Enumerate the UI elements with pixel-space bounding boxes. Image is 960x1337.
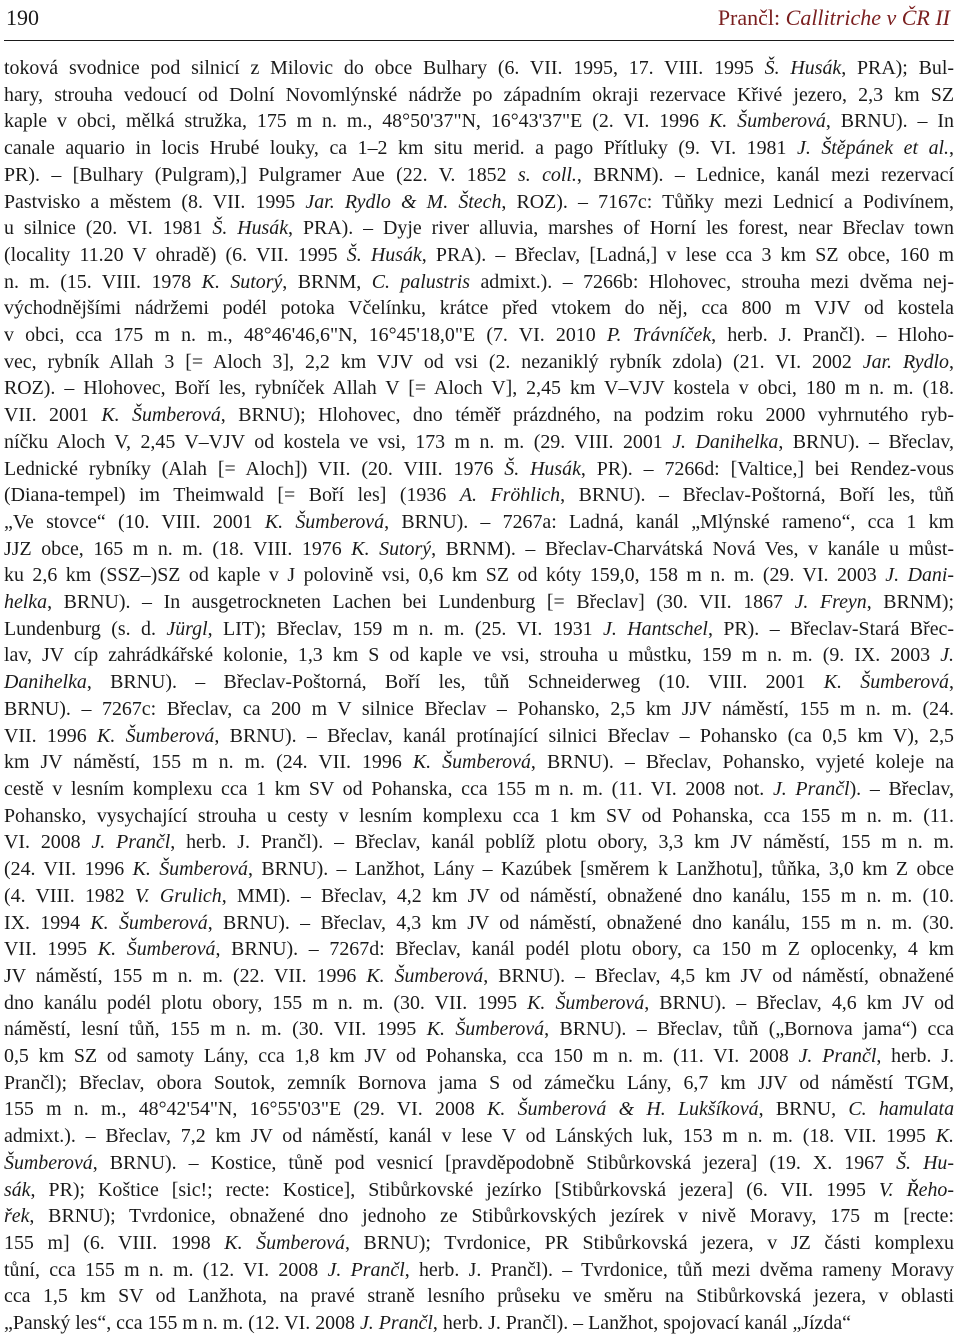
text-segment: Prančl); Břeclav, obora Soutok, zemník Bornova jama S od zámečku Lány, 6,7 km JJV od náměstí TGM, (4, 1071, 954, 1094)
text-segment: VII. 1995 (4, 938, 98, 961)
text-segment: tůní, cca 155 m n. m. (12. VI. 2008 (4, 1258, 328, 1281)
text-line (4, 1070, 954, 1097)
text-line (4, 429, 954, 456)
text-line (4, 269, 954, 296)
italic-segment: K. Sutorý (351, 537, 432, 560)
text-line (4, 162, 954, 189)
text-segment: , BRNU); Tvrdonice, obnažené dno jednoho ze Stibůrkovských jezírek v nivě Moravy, 175 m [recte: (29, 1205, 954, 1228)
text-segment: km JV náměstí, 155 m n. m. (24. VII. 1996 (4, 751, 413, 774)
text-line (4, 1150, 954, 1177)
text-line (4, 696, 954, 723)
text-line (4, 1230, 954, 1257)
text-segment: , BRNU). – 7267a: Ladná, kanál „Mlýnské rameno“, cca 1 km (384, 510, 954, 533)
text-segment: toková svodnice pod silnicí z Milovic do obce Bulhary (6. VII. 1995, 17. VIII. 1995 (4, 57, 765, 79)
page-header (4, 0, 954, 41)
text-segment: Pastvisko a městem (8. VII. 1995 (4, 190, 306, 213)
text-segment: , BRNU). – Břeclav, (778, 430, 954, 453)
italic-segment: K. Šumberová (527, 991, 645, 1014)
italic-segment: Š. Husák (346, 243, 422, 266)
text-line (4, 669, 954, 696)
text-segment: (locality 11.20 V ohradě) (6. VII. 1995 (4, 243, 347, 266)
text-segment: ROZ). – Hlohovec, Boří les, rybníček Allah V [= Aloch V], 2,45 km V–VJV kostela v obci, 180 m n. m. (18. (4, 377, 954, 400)
text-segment: VII. 1996 (4, 724, 98, 747)
text-line (4, 589, 954, 616)
text-line (4, 536, 954, 563)
text-segment: , BRNU). – Břeclav, 4,3 km JV od náměstí, obnažené dno kanálu, 155 m n. m. (30. (207, 911, 954, 934)
italic-segment: K. Šumberová (101, 404, 221, 427)
italic-segment: řek (4, 1205, 30, 1228)
text-line (4, 562, 954, 589)
text-line (4, 1257, 954, 1284)
text-line (4, 1310, 954, 1337)
text-line (4, 1096, 954, 1123)
text-line (4, 1123, 954, 1150)
text-line (4, 242, 954, 269)
text-segment: , (949, 137, 954, 160)
italic-segment: K. Šumberová (708, 110, 826, 133)
text-segment: , BRNU). – 7267d: Břeclav, kanál podél plotu obory, ca 150 m Z oplocenky, 4 km (215, 938, 954, 961)
text-segment: , BRNU). – Břeclav, Pohansko, vyjeté koleje na (530, 751, 954, 774)
text-segment: ku 2,6 km (SSZ–)SZ od kaple v J polovině vsi, 0,6 km SZ od kóty 159,0, 158 m n. m. (29. VI. 2003 (4, 564, 886, 587)
text-line (4, 883, 954, 910)
text-line (4, 642, 954, 669)
text-segment: , BRNU). – In (825, 110, 955, 133)
text-segment: , BRNU). – Břeclav, kanál protínající silnici Břeclav – Pohansko (ca 0,5 km V), 2,5 (214, 724, 954, 747)
text-segment: , PR). – 7266d: [Valtice,] bei Rendez-vous (580, 457, 955, 480)
text-segment: náměstí, lesní tůň, 155 m n. m. (30. VII. 1995 (4, 1018, 427, 1041)
italic-segment: J. Štěpánek et al. (796, 137, 950, 160)
italic-segment: J. Prančl (798, 1045, 877, 1068)
text-line (4, 402, 954, 429)
italic-segment: s. coll. (517, 163, 577, 186)
italic-segment: sák (4, 1178, 31, 1201)
italic-segment: K. Šumberová (426, 1018, 545, 1041)
text-segment: , herb. J. Prančl). – Tvrdonice, tůň mezi dvěma rameny Moravy (404, 1258, 954, 1281)
italic-segment: J. Prančl (91, 831, 171, 854)
text-line (4, 456, 954, 483)
italic-segment: K. Šumberová (823, 671, 949, 694)
italic-segment: J. Prančl (772, 777, 850, 800)
text-segment: (24. VII. 1996 (4, 858, 133, 881)
text-segment: JV náměstí, 155 m n. m. (22. VII. 1996 (4, 964, 367, 987)
text-segment: v obci, cca 175 m n. m., 48°46'46,6"N, 16°45'18,0"E (7. VI. 2010 (4, 324, 607, 347)
italic-segment: J. Danihelka (672, 430, 779, 453)
italic-segment: J. Prančl (359, 1312, 433, 1335)
text-segment: „Panský les“, cca 155 m n. m. (12. VI. 2008 (4, 1312, 360, 1335)
text-line (4, 910, 954, 937)
text-segment: , BRNU). – Břeclav, tůň („Bornova jama“) cca (544, 1018, 955, 1041)
italic-segment: Šumberová (4, 1151, 93, 1174)
italic-segment: K. (935, 1125, 954, 1148)
text-segment: PR). – [Bulhary (Pulgram),] Pulgramer Aue (22. V. 1852 (4, 163, 518, 186)
italic-segment: J. Prančl (327, 1258, 405, 1281)
text-line (4, 1203, 954, 1230)
text-segment: 0,5 km SZ od samoty Lány, cca 1,8 km JV od Pohanska, cca 150 m n. m. (11. VI. 2008 (4, 1045, 799, 1068)
text-segment: , herb. J. Prančl). – Hloho- (711, 324, 954, 347)
text-segment: canale aquario in locis Hrubé louky, ca 1–2 km situ merid. a pago Přítluky (9. VI. 1981 (4, 137, 797, 160)
text-line (4, 82, 954, 109)
text-segment: BRNU). – 7267c: Břeclav, ca 200 m V silnice Břeclav – Pohansko, 2,5 km JJV náměstí, 155 m n. m. (24. (4, 697, 954, 720)
text-segment: , BRNM); (866, 591, 954, 614)
text-segment: , ROZ). – 7167c: Tůňky mezi Lednicí a Podivínem, (501, 190, 955, 213)
text-segment: Lundenburg (s. d. (4, 617, 167, 640)
italic-segment: K. Šumberová (366, 964, 484, 987)
text-segment: , BRNU). – Kostice, tůně pod vesnicí [pravděpodobně Stibůrkovská jezera] (19. X. 1967 (92, 1151, 897, 1174)
text-segment: n. m. (15. VIII. 1978 (4, 270, 202, 293)
text-line (4, 776, 954, 803)
text-line (4, 135, 954, 162)
italic-segment: V. Řeho- (878, 1178, 954, 1201)
text-segment: , BRNU, (758, 1098, 849, 1121)
text-segment: hary, strouha vedoucí od Dolní Novomlýnské nádrže po západním okraji rezervace Křivé jezero, 2,3 km SZ (4, 83, 954, 106)
running-head (718, 5, 950, 31)
text-segment: níčku Aloch V, 2,45 V–VJV od kostela ve vsi, 173 m n. m. (29. VIII. 2001 (4, 430, 673, 453)
italic-segment: K. Šumberová (412, 751, 531, 774)
text-segment: (Diana-tempel) im Theimwald [= Boří les] (1936 (4, 484, 460, 507)
text-line (4, 1177, 954, 1204)
text-line (4, 616, 954, 643)
italic-segment: Jar. Rydlo (862, 350, 950, 373)
text-segment: „Ve stovce“ (10. VIII. 2001 (4, 510, 265, 533)
text-line (4, 723, 954, 750)
text-segment: , BRNM). – Břeclav-Charvátská Nová Ves, v kanále u můst- (431, 537, 954, 560)
text-line (4, 189, 954, 216)
italic-segment: Š. Husák (504, 457, 581, 480)
text-segment: , MMI). – Břeclav, 4,2 km JV od náměstí, obnažené dno kanálu, 155 m n. m. (10. (221, 884, 954, 907)
text-segment: , PRA); Bul- (841, 57, 955, 79)
italic-segment: K. Sutorý (201, 270, 283, 293)
italic-segment: C. palustris (371, 270, 471, 293)
text-segment: VII. 2001 (4, 404, 102, 427)
text-segment: , herb. J. (876, 1045, 954, 1068)
text-line (4, 1016, 954, 1043)
text-line (4, 803, 954, 830)
text-segment: , PRA). – Dyje river alluvia, marshes of Horní les forest, near Břeclav town (288, 217, 954, 240)
text-segment: IX. 1994 (4, 911, 91, 934)
text-segment: 155 m] (6. VIII. 1998 (4, 1231, 225, 1254)
text-line (4, 509, 954, 536)
text-line (4, 322, 954, 349)
italic-segment: Danihelka (4, 671, 87, 694)
text-line (4, 215, 954, 242)
text-segment: admixt.). – Břeclav, 7,2 km JV od náměstí, kanál v lese V od Lánských luk, 153 m n. m. (18. VII. 1995 (4, 1125, 936, 1148)
text-segment: , PR); Koštice [sic!; recte: Kostice], Stibůrkovské jezírko [Stibůrkovská jezera] (6. VII. 1995 (30, 1178, 879, 1201)
text-segment: (4. VIII. 1982 (4, 884, 135, 907)
text-segment: , (949, 350, 954, 373)
italic-segment: A. Fröhlich (459, 484, 561, 507)
italic-segment: J. Dani- (885, 564, 954, 587)
italic-segment: P. Trávníček (606, 324, 712, 347)
text-segment: , PR). – Břeclav-Stará Břec- (707, 617, 954, 640)
text-line (4, 108, 954, 135)
italic-segment: C. hamulata (848, 1098, 955, 1121)
italic-segment: K. Šumberová (264, 510, 385, 533)
text-line (4, 749, 954, 776)
italic-segment: J. (940, 644, 954, 667)
text-line (4, 349, 954, 376)
text-segment: , BRNM). – Lednice, kanál mezi rezervací (576, 163, 954, 186)
text-segment: , BRNU); Hlohovec, dno téměř prázdného, na podzim roku 2000 vyhrnutého ryb- (220, 404, 954, 427)
text-segment: Pohansko, vysychající strouha u cesty v lesním komplexu cca 1 km SV od Pohanska, cca 155 m n. m. (11. (4, 804, 954, 827)
text-segment: , BRNU). – Lanžhot, Lány – Kazúbek [směrem k Lanžhotu], tůňka, 3,0 km Z obce (247, 858, 954, 881)
running-head-author: Prančl: (717, 5, 781, 30)
italic-segment: K. Šumberová (97, 724, 215, 747)
text-line (4, 1283, 954, 1310)
text-segment: admixt.). – 7266b: Hlohovec, strouha mezi dvěma nej- (470, 270, 954, 293)
text-segment: , herb. J. Prančl). – Břeclav, kanál poblíž plotu obory, 3,3 km JV náměstí, 155 m n. m. (170, 831, 954, 854)
italic-segment: V. Grulich (135, 884, 222, 907)
italic-segment: K. Šumberová (97, 938, 216, 961)
text-segment: , BRNU). – Břeclav-Poštorná, Boří les, tůň Schneiderweg (10. VIII. 2001 (86, 671, 824, 694)
text-segment: JJZ obce, 165 m n. m. (18. VIII. 1976 (4, 537, 352, 560)
text-segment: vec, rybník Allah 3 [= Aloch 3], 2,2 km VJV od vsi (2. nezaniklý rybník zdola) (21. VI. 2002 (4, 350, 863, 373)
text-line (4, 482, 954, 509)
italic-segment: J. Freyn (794, 591, 867, 614)
text-segment: , BRNU). – Břeclav, 4,5 km JV od náměstí, obnažené (483, 964, 954, 987)
text-segment: Lednické rybníky (Alah [= Aloch]) VII. (20. VIII. 1976 (4, 457, 505, 480)
text-line (4, 375, 954, 402)
text-segment: , BRNU). – Břeclav-Poštorná, Boří les, tůň (560, 484, 955, 507)
text-segment: , herb. J. Prančl). – Lanžhot, spojovací kanál „Jízda“ (432, 1312, 851, 1335)
text-segment: cca 1,5 km SV od Lanžhota, na pravé straně lesního průseku ve směru na Stibůrkovská jezera, v oblasti (4, 1285, 954, 1308)
text-segment: , BRNM, (282, 270, 372, 293)
italic-segment: Š. Husák (764, 57, 842, 79)
italic-segment: K. Šumberová (224, 1231, 345, 1254)
text-line (4, 936, 954, 963)
text-segment: kaple v obci, mělká stružka, 175 m n. m., 48°50'37"N, 16°43'37"E (2. VI. 1996 (4, 110, 709, 133)
text-line (4, 856, 954, 883)
text-line (4, 295, 954, 322)
text-line (4, 829, 954, 856)
italic-segment: Jar. Rydlo & M. Štech (305, 190, 502, 213)
text-segment: , PRA). – Břeclav, [Ladná,] v lese cca 3 km SZ obce, 160 m (421, 243, 954, 266)
running-head-title: Callitriche v ČR II (785, 5, 950, 30)
page-number: 190 (6, 5, 39, 30)
text-segment: 155 m n. m., 48°42'54"N, 16°55'03"E (29. VI. 2008 (4, 1098, 488, 1121)
text-segment: lav, JV cíp zahrádkářské kolonie, 1,3 km S od kaple ve vsi, strouha u můstku, 159 m n. m. (9. IX. 2003 (4, 644, 941, 667)
italic-segment: K. Šumberová & H. Lukšíková (487, 1098, 759, 1121)
italic-segment: Jürgl (166, 617, 208, 640)
text-segment: cestě v lesním komplexu cca 1 km SV od Pohanska, cca 155 m n. m. (11. VI. 2008 not. (4, 777, 773, 800)
text-segment: ). – Břeclav, (849, 777, 954, 800)
text-line (4, 963, 954, 990)
italic-segment: K. Šumberová (90, 911, 208, 934)
text-segment: dno kanálu podél plotu obory, 155 m n. m. (30. VII. 1995 (4, 991, 528, 1014)
italic-segment: K. Šumberová (132, 858, 248, 881)
text-segment: VI. 2008 (4, 831, 92, 854)
text-segment: východnějšími nádržemi podél potoka Včelínku, krátce před vtokem do něj, cca 800 m VJV od kostela (4, 297, 954, 320)
text-segment: u silnice (20. VI. 1981 (4, 217, 213, 240)
text-segment: , BRNU). – Břeclav, 4,6 km JV od (644, 991, 954, 1014)
text-segment: , (949, 671, 954, 694)
article-body (4, 55, 954, 1337)
text-segment: , BRNU); Tvrdonice, PR Stibůrkovská jezera, v JZ části komplexu (344, 1231, 955, 1254)
text-line (4, 1043, 954, 1070)
italic-segment: helka (4, 591, 48, 614)
italic-segment: Š. Husák (212, 217, 289, 240)
text-line (4, 990, 954, 1017)
text-segment: , LIT); Břeclav, 159 m n. m. (25. VI. 1931 (207, 617, 604, 640)
text-segment: , BRNU). – In ausgetrockneten Lachen bei Lundenburg [= Břeclav] (30. VII. 1867 (47, 591, 795, 614)
text-line (4, 55, 954, 82)
italic-segment: J. Hantschel (603, 617, 708, 640)
italic-segment: Š. Hu- (896, 1151, 954, 1174)
